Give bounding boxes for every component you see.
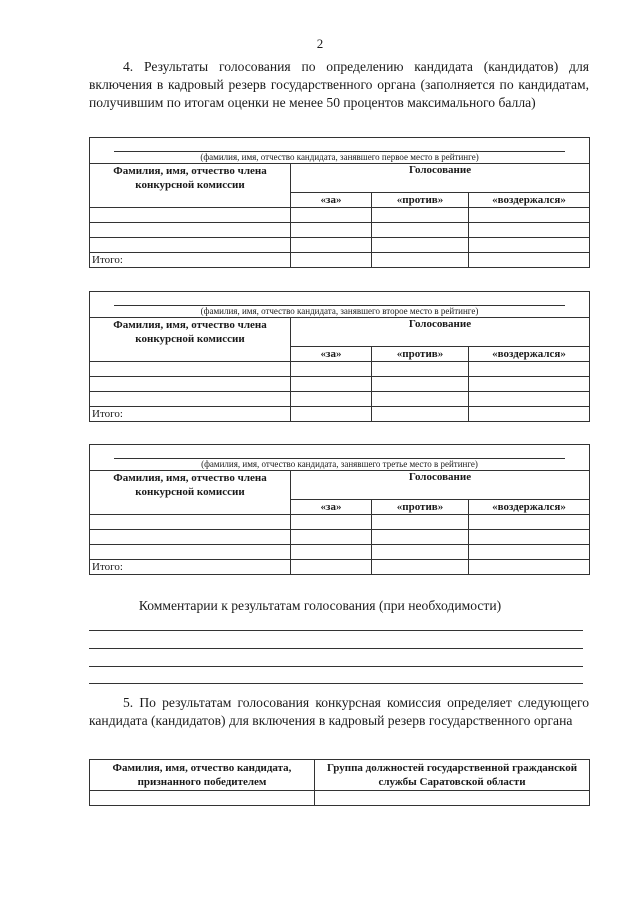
vote-against-header: «против» (372, 347, 469, 362)
comment-line[interactable] (89, 630, 583, 631)
table-row (90, 223, 590, 238)
comment-line[interactable] (89, 683, 583, 684)
table-row (90, 515, 590, 530)
table-row (90, 208, 590, 223)
member-name-header: Фамилия, имя, отчество члена конкурсной комиссии (90, 471, 291, 515)
total-row (90, 253, 590, 268)
total-row (90, 407, 590, 422)
candidate-caption: (фамилия, имя, отчество кандидата, занявшего второе место в рейтинге) (114, 305, 565, 316)
page-number: 2 (316, 36, 324, 51)
voting-table-second-place (89, 291, 590, 422)
position-group-header: Группа должностей государственной гражданской службы Саратовской области (315, 760, 590, 791)
winner-name-header: Фамилия, имя, отчество кандидата, признанного победителем (90, 760, 315, 791)
comment-line[interactable] (89, 666, 583, 667)
table-row (90, 791, 590, 806)
table-row (90, 362, 590, 377)
table-row (90, 545, 590, 560)
member-name-header: Фамилия, имя, отчество члена конкурсной комиссии (90, 164, 291, 208)
table-row (90, 377, 590, 392)
total-row (90, 560, 590, 575)
vote-abstain-header: «воздержался» (469, 347, 590, 362)
section-5-text: 5. По результатам голосования конкурсная комиссия определяет следующего кандидата (кандидатов) для включения в кадровый резерв государственного органа (89, 695, 589, 728)
vote-against-header: «против» (372, 193, 469, 208)
vote-for-header: «за» (291, 193, 372, 208)
table-row (90, 238, 590, 253)
voting-table-first-place (89, 137, 590, 268)
total-label: Итого: (90, 407, 291, 422)
vote-abstain-header: «воздержался» (469, 500, 590, 515)
candidate-name-cell[interactable] (90, 138, 590, 164)
voting-header: Голосование (291, 318, 590, 347)
total-label: Итого: (90, 253, 291, 268)
section-4-text: 4. Результаты голосования по определению кандидата (кандидатов) для включения в кадровый резерв государственного органа (заполняется по кандидатам, получившим по итогам оценки не менее 50 процентов максимального балла) (89, 59, 589, 110)
comments-title: Комментарии к результатам голосования (при необходимости) (138, 598, 502, 613)
voting-table-third-place (89, 444, 590, 575)
candidate-caption: (фамилия, имя, отчество кандидата, занявшего первое место в рейтинге) (114, 151, 565, 162)
voting-header: Голосование (291, 471, 590, 500)
candidate-name-cell[interactable] (90, 445, 590, 471)
vote-abstain-header: «воздержался» (469, 193, 590, 208)
candidate-caption: (фамилия, имя, отчество кандидата, занявшего третье место в рейтинге) (114, 458, 565, 469)
winner-table (89, 759, 590, 806)
table-row (90, 530, 590, 545)
comment-line[interactable] (89, 648, 583, 649)
total-label: Итого: (90, 560, 291, 575)
candidate-name-cell[interactable] (90, 292, 590, 318)
vote-for-header: «за» (291, 500, 372, 515)
voting-header: Голосование (291, 164, 590, 193)
vote-for-header: «за» (291, 347, 372, 362)
vote-against-header: «против» (372, 500, 469, 515)
table-row (90, 392, 590, 407)
member-name-header: Фамилия, имя, отчество члена конкурсной комиссии (90, 318, 291, 362)
